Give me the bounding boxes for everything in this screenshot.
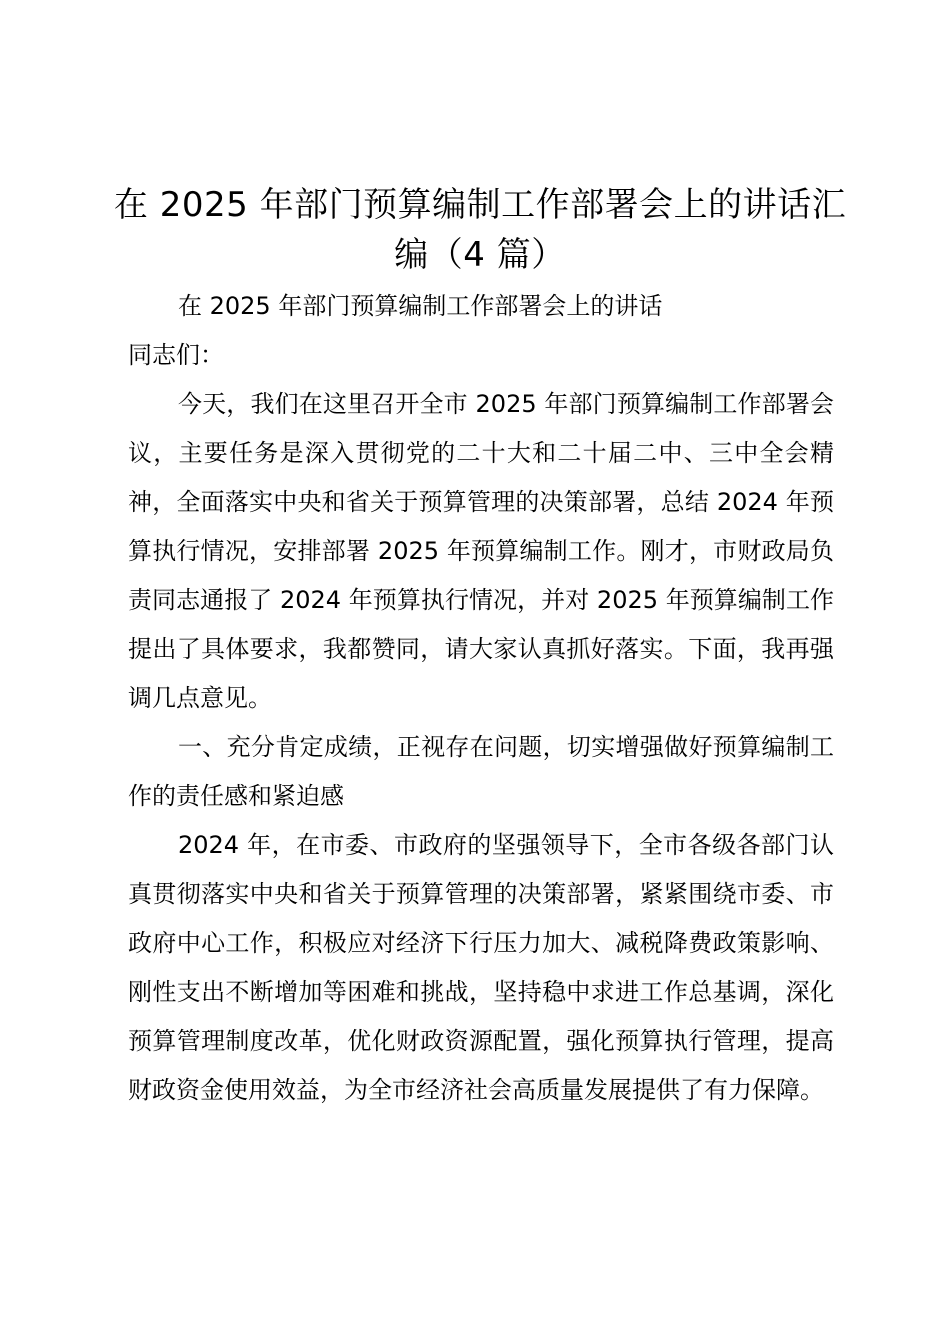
speech-subtitle: 在 2025 年部门预算编制工作部署会上的讲话 (178, 292, 663, 320)
paragraph-2024-review: 2024 年，在市委、市政府的坚强领导下，全市各级各部门认真贯彻落实中央和省关于预算管理的决策部署，紧紧围绕市委、市政府中心工作，积极应对经济下行压力加大、减税降费政策影响、刚性支出不断增加等困难和挑战，坚持稳中求进工作总基调，深化预算管理制度改革，优化财政资源配置，强化预算执行管理，提高财政资金使用效益，为全市经济社会高质量发展提供了有力保障。 (128, 831, 834, 1104)
document-body (128, 282, 834, 1115)
salutation: 同志们： (128, 341, 224, 369)
section-heading-1: 一、充分肯定成绩，正视存在问题，切实增强做好预算编制工作的责任感和紧迫感 (128, 733, 834, 810)
paragraph-intro: 今天，我们在这里召开全市 2025 年部门预算编制工作部署会议，主要任务是深入贯彻党的二十大和二十届二中、三中全会精神，全面落实中央和省关于预算管理的决策部署，总结 2024 年预算执行情况，安排部署 2025 年预算编制工作。刚才，市财政局负责同志通报了 2024 年预算执行情况，并对 2025 年预算编制工作提出了具体要求，我都赞同，请大家认真抓好落实。下面，我再强调几点意见。 (128, 390, 834, 712)
document-title: 在 2025 年部门预算编制工作部署会上的讲话汇编（4 篇） (113, 185, 847, 275)
